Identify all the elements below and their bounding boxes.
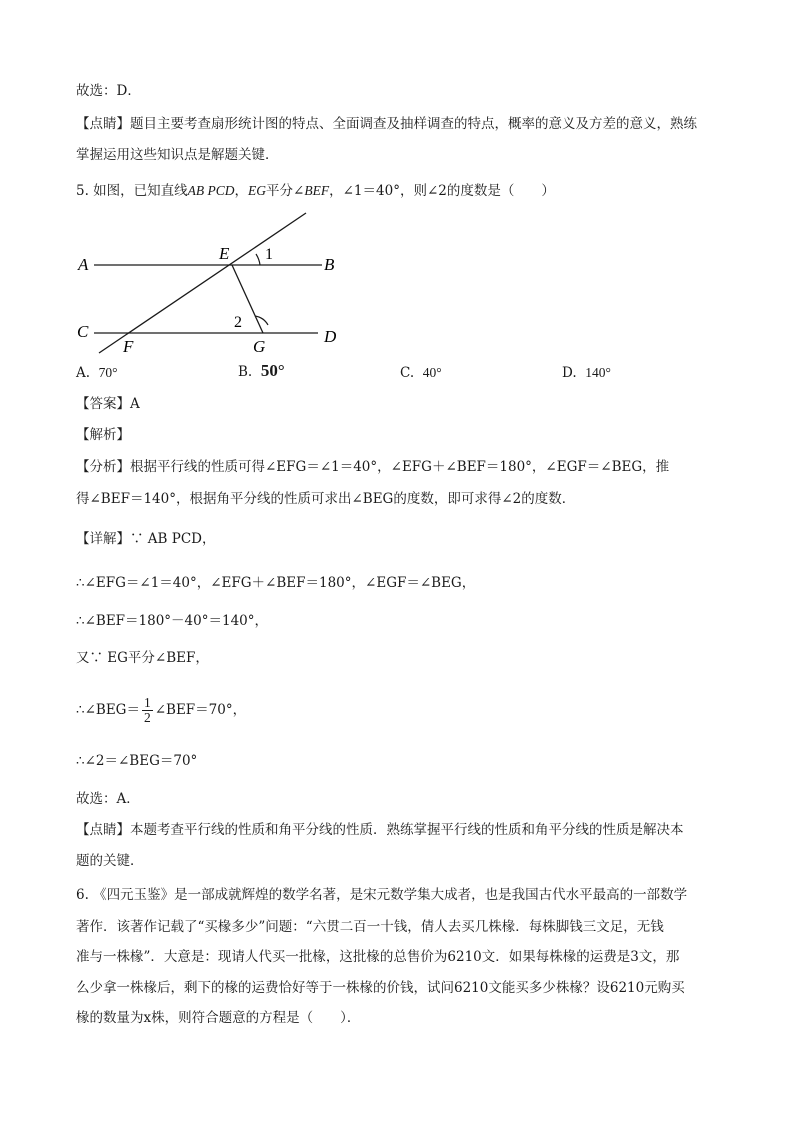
detail-5-post: ∠BEF＝70°， xyxy=(154,702,247,718)
q5-eg: EG xyxy=(248,183,267,198)
option-b-label: B. xyxy=(238,364,253,380)
label-angle-2: 2 xyxy=(234,314,242,331)
fraction-half xyxy=(142,696,153,725)
transversal-line xyxy=(99,213,306,353)
label-e: E xyxy=(219,244,230,263)
q5-ab: AB xyxy=(187,183,205,198)
detail-line-1: 【详解】∵ AB PCD， xyxy=(76,531,216,547)
angle-1-arc xyxy=(256,254,260,265)
option-d xyxy=(562,363,611,383)
option-b-value: 50° xyxy=(260,361,285,380)
q5-prefix: 5. 如图，已知直线 xyxy=(76,183,188,199)
detail-line-6: ∴∠2＝∠BEG＝70° xyxy=(76,753,198,769)
option-d-value: 140° xyxy=(585,365,611,380)
line-comment-b: 掌握运用这些知识点是解题关键． xyxy=(76,147,279,163)
q5-bef: BEF xyxy=(304,183,330,198)
note-line-b: 题的关键． xyxy=(76,853,144,869)
detail-line-3: ∴∠BEF＝180°－40°＝140°， xyxy=(76,613,269,629)
analysis-line-1: 【分析】根据平行线的性质可得∠EFG＝∠1＝40°，∠EFG＋∠BEF＝180°，∠EGF＝∠BEG，推 xyxy=(76,459,670,475)
q6-line-5: 椽的数量为x株，则符合题意的方程是（ ）． xyxy=(76,1010,361,1026)
label-g: G xyxy=(253,337,266,356)
fraction-denominator: 2 xyxy=(143,710,151,725)
analysis-line-2: 得∠BEF＝140°，根据角平分线的性质可求出∠BEG的度数，即可求得∠2的度数． xyxy=(76,491,576,507)
fraction-numerator: 1 xyxy=(143,695,151,710)
option-a-value: 70° xyxy=(98,365,118,380)
label-a: A xyxy=(78,255,89,274)
geometry-figure xyxy=(70,205,360,365)
choose-line: 故选：A． xyxy=(76,791,140,807)
label-f: F xyxy=(123,337,134,356)
label-angle-1: 1 xyxy=(265,246,273,263)
label-d: D xyxy=(324,327,337,346)
q5-sep1: ， xyxy=(234,183,249,199)
q5-pcd: PCD xyxy=(204,183,235,198)
q5-sep2: ，∠1＝40°，则∠2的度数是（ ） xyxy=(329,183,555,199)
detail-line-4: 又∵ EG平分∠BEF， xyxy=(76,650,209,666)
line-comment-a: 【点睛】题目主要考查扇形统计图的特点、全面调查及抽样调查的特点，概率的意义及方差的意义，熟练 xyxy=(76,116,697,132)
answer-line: 【答案】A xyxy=(76,396,140,412)
note-line-a: 【点睛】本题考查平行线的性质和角平分线的性质．熟练掌握平行线的性质和角平分线的性质是解决本 xyxy=(76,822,684,838)
q6-line-1: 6. 《四元玉鉴》是一部成就辉煌的数学名著，是宋元数学集大成者，也是我国古代水平最高的一部数学 xyxy=(76,887,688,903)
detail-line-5 xyxy=(76,696,246,725)
option-c-label: C. xyxy=(400,365,415,381)
label-b: B xyxy=(324,255,335,274)
option-c xyxy=(400,363,442,383)
q6-line-3: 准与一株椽”．大意是：现请人代买一批椽，这批椽的总售价为6210文．如果每株椽的运费是3文，那 xyxy=(76,949,680,965)
question-5 xyxy=(76,181,555,201)
option-a-label: A. xyxy=(76,365,91,381)
option-c-value: 40° xyxy=(422,365,442,380)
line-p1: 故选：D． xyxy=(76,83,141,99)
q5-mid: 平分∠ xyxy=(266,183,305,199)
label-c: C xyxy=(77,322,89,341)
q6-line-2: 著作．该著作记载了“买椽多少”问题：“六贯二百一十钱，倩人去买几株椽．每株脚钱三文足，无钱 xyxy=(76,919,664,935)
detail-line-2: ∴∠EFG＝∠1＝40°，∠EFG＋∠BEF＝180°，∠EGF＝∠BEG， xyxy=(76,575,476,591)
option-d-label: D. xyxy=(562,365,577,381)
q6-line-4: 么少拿一株椽后，剩下的椽的运费恰好等于一株椽的价钱，试问6210文能买多少株椽？设6210元购买 xyxy=(76,980,685,996)
option-b xyxy=(238,361,285,382)
detail-5-pre: ∴∠BEG＝ xyxy=(76,702,140,718)
analysis-heading: 【解析】 xyxy=(76,427,130,443)
option-a xyxy=(76,363,118,383)
